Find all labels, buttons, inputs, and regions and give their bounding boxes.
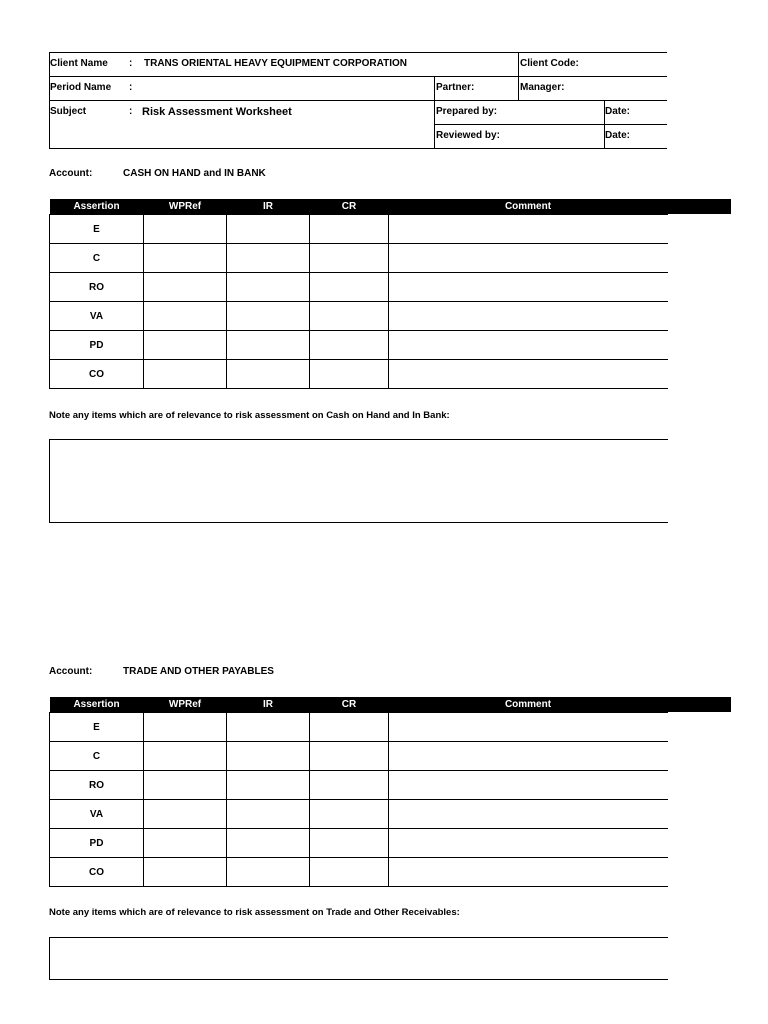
assertion-cell: PD [50, 331, 144, 360]
assertion-cell: C [50, 742, 144, 771]
table-row [50, 742, 668, 771]
comment-cell[interactable] [389, 331, 668, 360]
cr-cell[interactable] [310, 742, 389, 771]
header-border-row1 [49, 76, 667, 77]
header-border-row2 [49, 100, 667, 101]
period-name-colon: : [129, 82, 133, 93]
table-row [50, 713, 668, 742]
col-header-assertion: Assertion [50, 697, 144, 713]
comment-cell[interactable] [389, 244, 668, 273]
ir-cell[interactable] [227, 360, 310, 389]
wpref-cell[interactable] [144, 713, 227, 742]
cr-cell[interactable] [310, 302, 389, 331]
header-border-bottom [49, 148, 667, 149]
table-row [50, 215, 668, 244]
account-label-1: Account: [49, 168, 93, 179]
ir-cell[interactable] [227, 771, 310, 800]
cr-cell[interactable] [310, 771, 389, 800]
client-name-value: TRANS ORIENTAL HEAVY EQUIPMENT CORPORATION [144, 58, 407, 69]
partner-label: Partner: [436, 82, 475, 93]
client-code-label: Client Code: [520, 58, 579, 69]
header-divider-partner [434, 76, 435, 149]
date-label-reviewed: Date: [605, 130, 631, 141]
comment-cell[interactable] [389, 829, 668, 858]
table-row [50, 771, 668, 800]
header-border-row3 [434, 124, 667, 125]
header-bar-extension-1 [667, 199, 731, 214]
header-block [49, 52, 667, 149]
ir-cell[interactable] [227, 215, 310, 244]
assertion-table-1 [49, 199, 668, 389]
col-header-assertion: Assertion [50, 199, 144, 215]
ir-cell[interactable] [227, 331, 310, 360]
header-bar-extension-2 [667, 697, 731, 712]
cr-cell[interactable] [310, 244, 389, 273]
ir-cell[interactable] [227, 800, 310, 829]
assertion-cell: C [50, 244, 144, 273]
client-name-colon: : [129, 58, 133, 69]
ir-cell[interactable] [227, 302, 310, 331]
wpref-cell[interactable] [144, 273, 227, 302]
note-text-2: Note any items which are of relevance to risk assessment on Trade and Other Receivables: [49, 907, 460, 918]
comment-cell[interactable] [389, 360, 668, 389]
table-row [50, 829, 668, 858]
col-header-cr: CR [310, 199, 389, 215]
col-header-cr: CR [310, 697, 389, 713]
subject-label: Subject [50, 106, 87, 117]
comment-cell[interactable] [389, 302, 668, 331]
cr-cell[interactable] [310, 215, 389, 244]
comment-cell[interactable] [389, 858, 668, 887]
subject-value: Risk Assessment Worksheet [142, 106, 292, 118]
ir-cell[interactable] [227, 742, 310, 771]
account-name-2: TRADE AND OTHER PAYABLES [123, 666, 274, 677]
account-label-2: Account: [49, 666, 93, 677]
header-divider-client-code [518, 52, 519, 77]
table-row [50, 800, 668, 829]
table-row [50, 273, 668, 302]
ir-cell[interactable] [227, 244, 310, 273]
reviewed-by-label: Reviewed by: [436, 130, 500, 141]
col-header-ir: IR [227, 697, 310, 713]
table-row [50, 331, 668, 360]
assertion-cell: E [50, 215, 144, 244]
table-row [50, 302, 668, 331]
assertion-table-2 [49, 697, 668, 887]
ir-cell[interactable] [227, 713, 310, 742]
table-row [50, 244, 668, 273]
ir-cell[interactable] [227, 858, 310, 887]
col-header-ir: IR [227, 199, 310, 215]
wpref-cell[interactable] [144, 360, 227, 389]
comment-cell[interactable] [389, 273, 668, 302]
account-name-1: CASH ON HAND and IN BANK [123, 168, 266, 179]
ir-cell[interactable] [227, 273, 310, 302]
col-header-comment: Comment [389, 199, 668, 215]
manager-label: Manager: [520, 82, 565, 93]
assertion-cell: PD [50, 829, 144, 858]
header-divider-manager [518, 76, 519, 101]
client-name-label: Client Name [50, 58, 108, 69]
cr-cell[interactable] [310, 829, 389, 858]
wpref-cell[interactable] [144, 215, 227, 244]
subject-colon: : [129, 106, 133, 117]
assertion-cell: CO [50, 858, 144, 887]
comment-cell[interactable] [389, 771, 668, 800]
period-name-label: Period Name [50, 82, 112, 93]
date-label-prepared: Date: [605, 106, 631, 117]
assertion-cell: RO [50, 771, 144, 800]
table-header-row [50, 199, 668, 215]
note-box-2[interactable] [49, 937, 668, 980]
table-row [50, 858, 668, 887]
col-header-comment: Comment [389, 697, 668, 713]
assertion-cell: CO [50, 360, 144, 389]
comment-cell[interactable] [389, 742, 668, 771]
wpref-cell[interactable] [144, 858, 227, 887]
assertion-cell: RO [50, 273, 144, 302]
wpref-cell[interactable] [144, 829, 227, 858]
col-header-wpref: WPRef [144, 697, 227, 713]
cr-cell[interactable] [310, 858, 389, 887]
cr-cell[interactable] [310, 800, 389, 829]
cr-cell[interactable] [310, 360, 389, 389]
wpref-cell[interactable] [144, 302, 227, 331]
comment-cell[interactable] [389, 713, 668, 742]
wpref-cell[interactable] [144, 244, 227, 273]
note-box-1[interactable] [49, 439, 668, 523]
table-header-row [50, 697, 668, 713]
cr-cell[interactable] [310, 273, 389, 302]
ir-cell[interactable] [227, 829, 310, 858]
table-row [50, 360, 668, 389]
header-border-top [49, 52, 667, 53]
wpref-cell[interactable] [144, 331, 227, 360]
comment-cell[interactable] [389, 215, 668, 244]
prepared-by-label: Prepared by: [436, 106, 498, 117]
wpref-cell[interactable] [144, 800, 227, 829]
col-header-wpref: WPRef [144, 199, 227, 215]
wpref-cell[interactable] [144, 771, 227, 800]
assertion-cell: VA [50, 800, 144, 829]
wpref-cell[interactable] [144, 742, 227, 771]
assertion-cell: E [50, 713, 144, 742]
cr-cell[interactable] [310, 713, 389, 742]
note-text-1: Note any items which are of relevance to risk assessment on Cash on Hand and In Bank: [49, 410, 450, 421]
cr-cell[interactable] [310, 331, 389, 360]
comment-cell[interactable] [389, 800, 668, 829]
assertion-cell: VA [50, 302, 144, 331]
